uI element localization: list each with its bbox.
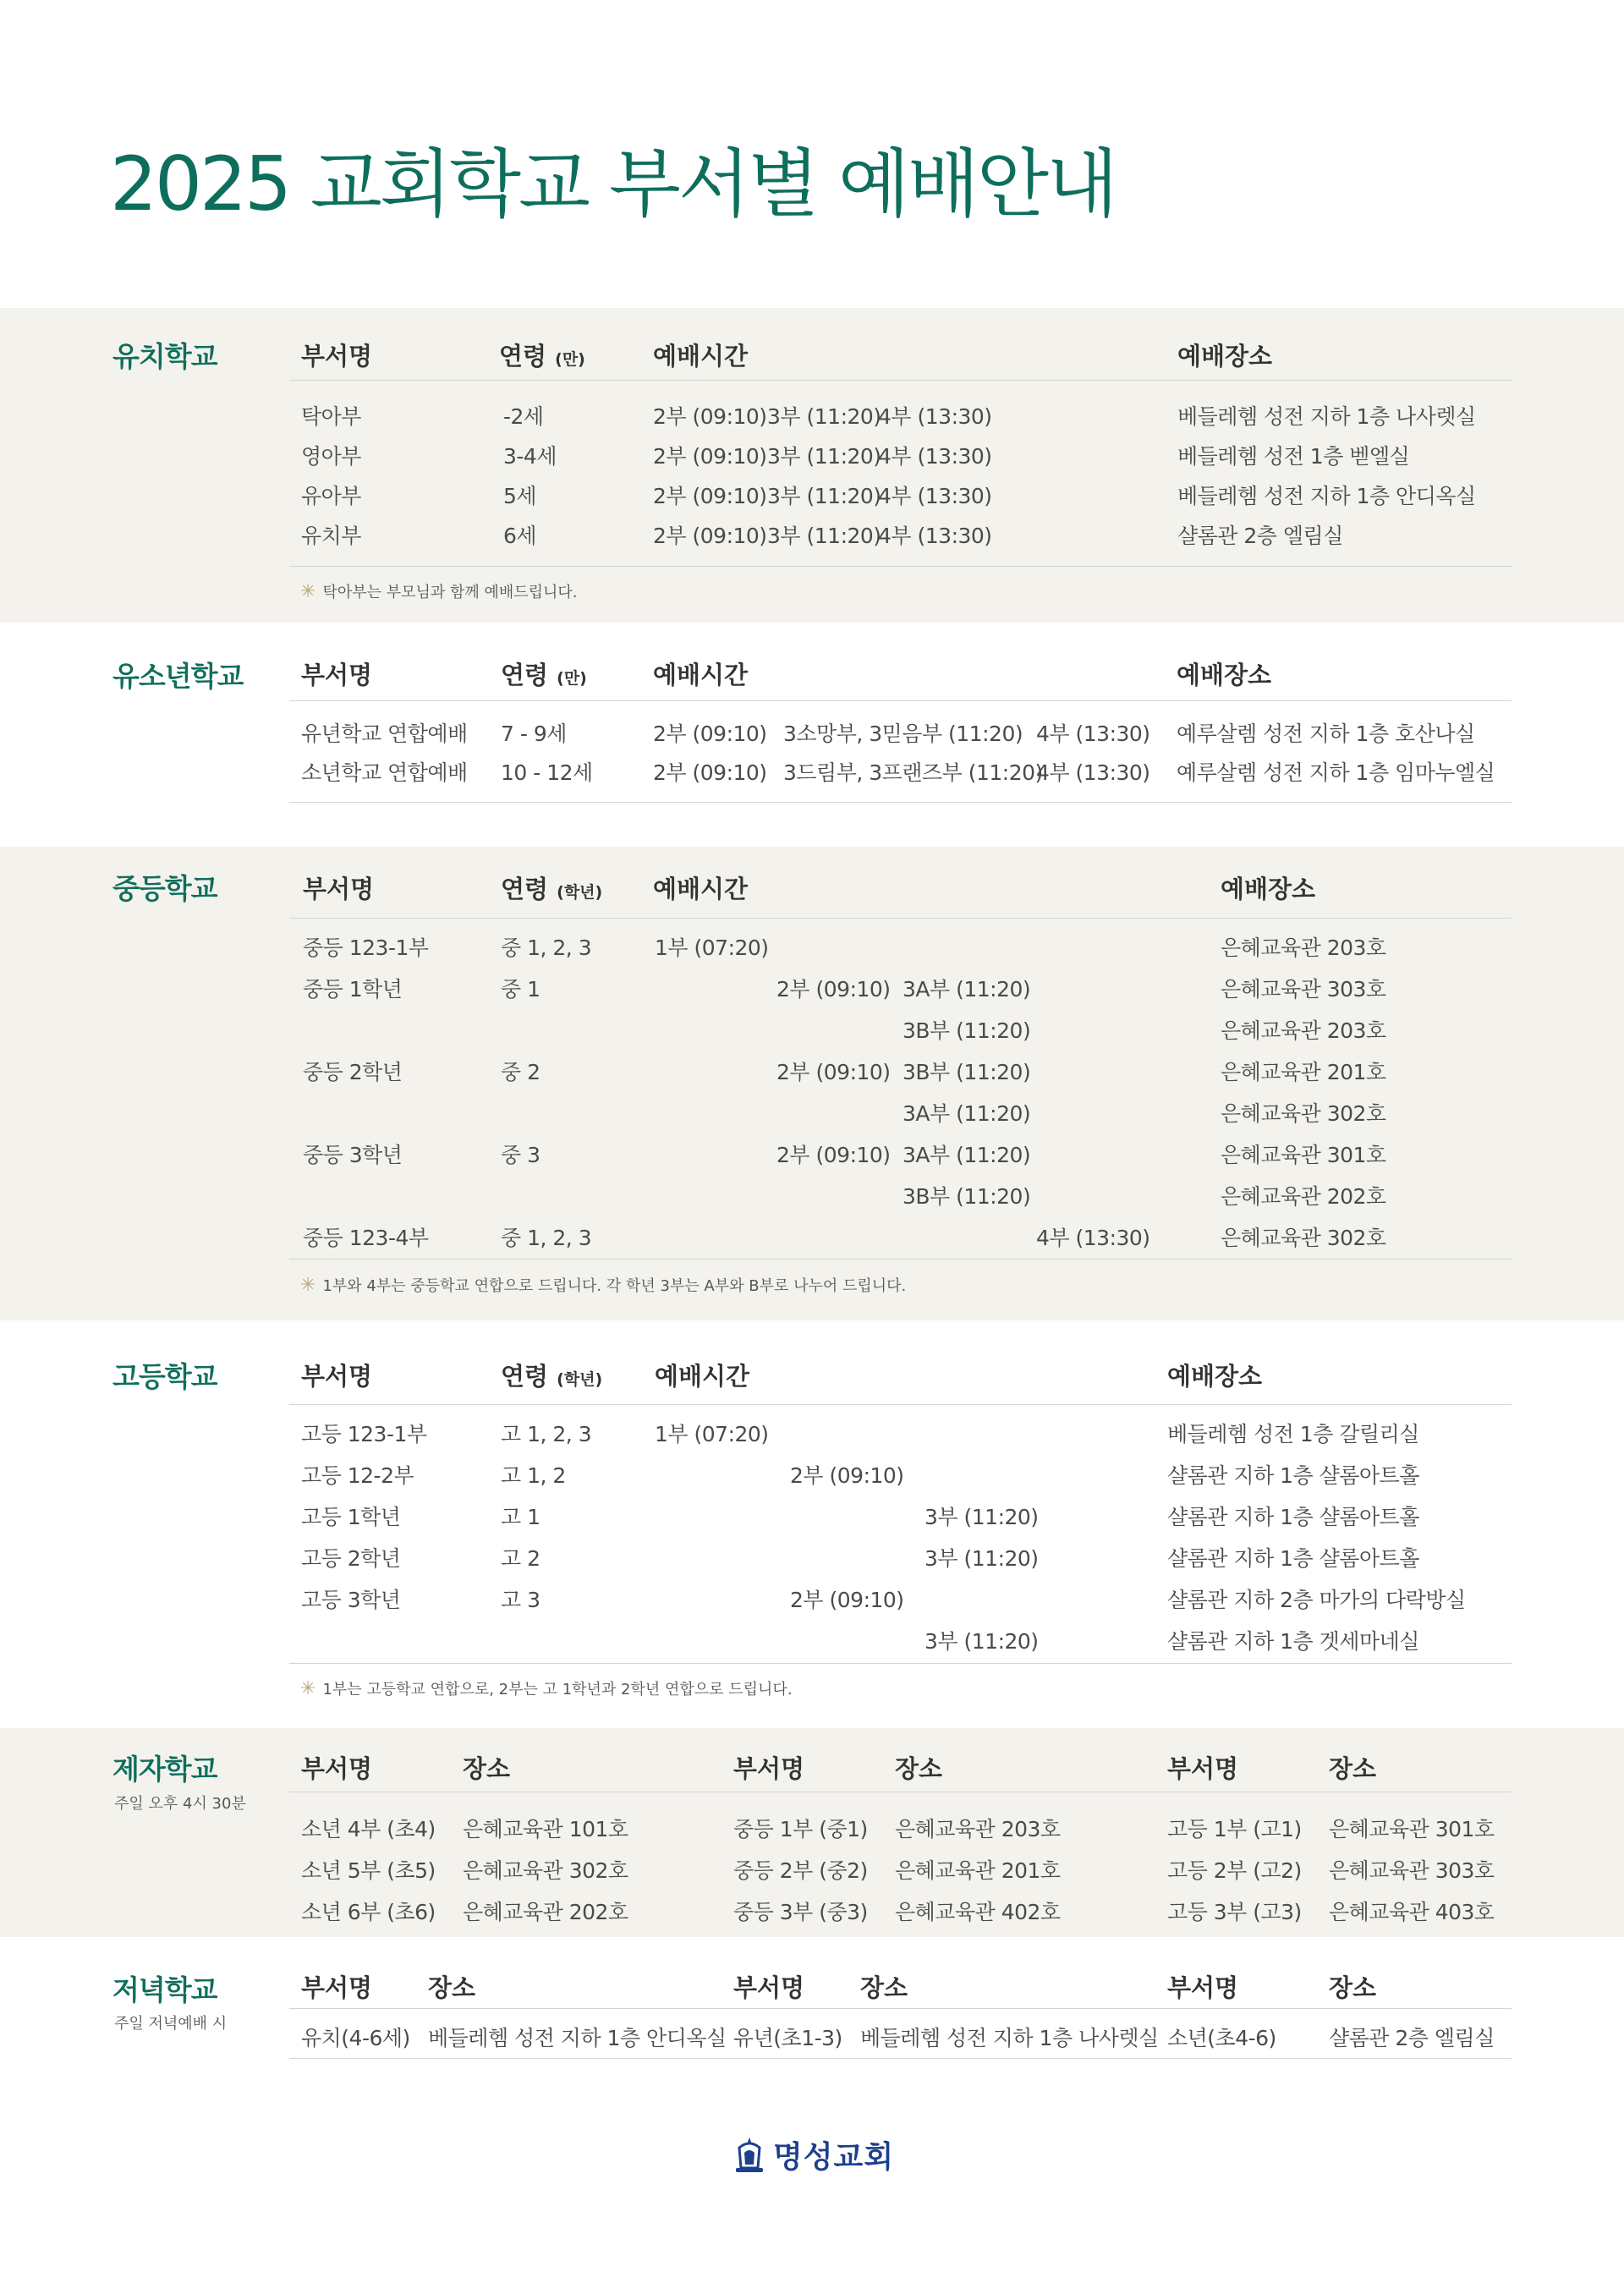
- table-cell: 베들레헴 성전 1층 벧엘실: [1177, 444, 1410, 469]
- section-middle: [0, 847, 1624, 1320]
- table-cell: 은혜교육관 302호: [1221, 1226, 1386, 1250]
- church-emblem-icon: [732, 2136, 766, 2175]
- header-dept: 부서명: [301, 1754, 373, 1783]
- table-cell: 3-4세: [503, 444, 557, 469]
- footnote: ✳ 탁아부는 부모님과 함께 예배드립니다.: [300, 581, 578, 602]
- table-cell: 소년 6부 (초6): [301, 1900, 436, 1924]
- table-cell: 샬롬관 지하 1층 겟세마네실: [1167, 1629, 1419, 1654]
- table-cell: 샬롬관 2층 엘림실: [1177, 524, 1343, 548]
- table-cell: 은혜교육관 303호: [1329, 1858, 1495, 1883]
- section-name: 제자학교: [112, 1753, 217, 1786]
- table-cell: 1부 (07:20): [655, 1422, 769, 1446]
- section-kindergarten: [0, 308, 1624, 623]
- table-cell: 고 2: [501, 1546, 540, 1571]
- table-cell: 고등 3학년: [301, 1588, 401, 1612]
- section-name: 저녁학교: [112, 1973, 217, 2006]
- table-cell: 은혜교육관 201호: [895, 1858, 1061, 1883]
- divider: [289, 380, 1512, 381]
- table-cell: 중 1, 2, 3: [501, 936, 592, 960]
- asterisk-icon: ✳: [300, 1275, 316, 1296]
- divider: [289, 1663, 1512, 1664]
- table-cell: 중등 123-4부: [303, 1226, 429, 1250]
- table-cell: 유아부: [301, 484, 361, 508]
- section-subtitle: 주일 저녁예배 시: [114, 2015, 228, 2033]
- table-cell: 유치부: [301, 524, 361, 548]
- header-time: 예배시간: [655, 1362, 750, 1391]
- footnote: ✳ 1부와 4부는 중등학교 연합으로 드립니다. 각 학년 3부는 A부와 B부로 나누어 드립니다.: [300, 1275, 907, 1296]
- divider: [289, 2058, 1512, 2059]
- table-cell: 3A부 (11:20): [903, 1143, 1031, 1167]
- table-cell: 3A부 (11:20): [903, 1101, 1031, 1126]
- table-cell: 7 - 9세: [501, 722, 567, 746]
- header-dept: 부서명: [1167, 1973, 1239, 2002]
- table-cell: -2세: [503, 404, 544, 429]
- section-evening: [0, 1937, 1624, 2072]
- table-cell: 고등 2부 (고2): [1167, 1858, 1302, 1883]
- table-cell: 2부 (09:10): [653, 484, 767, 508]
- table-cell: 4부 (13:30): [878, 524, 992, 548]
- table-cell: 소년(초4-6): [1167, 2026, 1276, 2050]
- table-cell: 은혜교육관 301호: [1221, 1143, 1386, 1167]
- table-cell: 은혜교육관 302호: [463, 1858, 628, 1883]
- table-cell: 3부 (11:20): [767, 524, 881, 548]
- header-place: 장소: [1329, 1973, 1377, 2002]
- table-cell: 4부 (13:30): [878, 444, 992, 469]
- table-cell: 베들레헴 성전 지하 1층 나사렛실: [1177, 404, 1476, 429]
- table-cell: 베들레헴 성전 지하 1층 안디옥실: [1177, 484, 1476, 508]
- table-cell: 고 1, 2: [501, 1463, 566, 1488]
- table-cell: 3부 (11:20): [924, 1505, 1039, 1529]
- header-dept: 부서명: [1167, 1754, 1239, 1783]
- table-cell: 고 3: [501, 1588, 540, 1612]
- table-cell: 4부 (13:30): [1036, 722, 1150, 746]
- table-cell: 중등 2학년: [303, 1060, 403, 1084]
- table-cell: 3A부 (11:20): [903, 977, 1031, 1002]
- table-cell: 은혜교육관 203호: [1221, 1018, 1386, 1043]
- table-cell: 2부 (09:10): [790, 1588, 904, 1612]
- table-cell: 예루살렘 성전 지하 1층 임마누엘실: [1177, 760, 1495, 785]
- table-cell: 은혜교육관 303호: [1221, 977, 1386, 1002]
- table-cell: 은혜교육관 302호: [1221, 1101, 1386, 1126]
- asterisk-icon: ✳: [300, 1678, 316, 1699]
- table-cell: 샬롬관 지하 1층 샬롬아트홀: [1167, 1505, 1419, 1529]
- header-dept: 부서명: [301, 1973, 373, 2002]
- section-name: 유치학교: [112, 340, 217, 373]
- table-cell: 5세: [503, 484, 537, 508]
- church-name: 명성교회: [773, 2140, 895, 2175]
- table-cell: 중등 1학년: [303, 977, 403, 1002]
- table-cell: 4부 (13:30): [1036, 1226, 1150, 1250]
- table-cell: 은혜교육관 403호: [1329, 1900, 1495, 1924]
- section-name: 중등학교: [112, 872, 217, 905]
- header-time: 예배시간: [653, 661, 749, 689]
- table-cell: 고등 123-1부: [301, 1422, 427, 1446]
- table-cell: 유년학교 연합예배: [301, 722, 468, 746]
- section-name: 유소년학교: [112, 660, 244, 693]
- table-cell: 3소망부, 3믿음부 (11:20): [783, 722, 1023, 746]
- header-time: 예배시간: [653, 342, 749, 370]
- table-cell: 중등 2부 (중2): [733, 1858, 868, 1883]
- table-cell: 3부 (11:20): [767, 444, 881, 469]
- table-cell: 베들레헴 성전 지하 1층 안디옥실: [428, 2026, 727, 2050]
- table-cell: 2부 (09:10): [776, 1143, 891, 1167]
- section-subtitle: 주일 오후 4시 30분: [114, 1795, 246, 1813]
- table-cell: 베들레헴 성전 지하 1층 나사렛실: [860, 2026, 1159, 2050]
- header-dept: 부서명: [301, 342, 373, 370]
- header-dept: 부서명: [301, 1362, 373, 1391]
- table-cell: 중등 123-1부: [303, 936, 429, 960]
- table-cell: 10 - 12세: [501, 760, 593, 785]
- table-cell: 2부 (09:10): [653, 524, 767, 548]
- page-title: 2025 교회학교 부서별 예배안내: [110, 140, 1116, 228]
- table-cell: 2부 (09:10): [653, 760, 767, 785]
- table-cell: 소년 4부 (초4): [301, 1817, 436, 1841]
- table-cell: 중 2: [501, 1060, 540, 1084]
- divider: [289, 2008, 1512, 2009]
- table-cell: 3B부 (11:20): [903, 1018, 1031, 1043]
- header-place: 장소: [895, 1754, 943, 1783]
- table-cell: 중 1: [501, 977, 540, 1002]
- divider: [289, 566, 1512, 567]
- divider: [289, 918, 1512, 919]
- table-cell: 3B부 (11:20): [903, 1060, 1031, 1084]
- table-cell: 3부 (11:20): [924, 1546, 1039, 1571]
- table-cell: 2부 (09:10): [776, 977, 891, 1002]
- table-cell: 은혜교육관 301호: [1329, 1817, 1495, 1841]
- divider: [289, 700, 1512, 701]
- church-logo: [732, 2133, 894, 2176]
- table-cell: 은혜교육관 402호: [895, 1900, 1061, 1924]
- section-high: [0, 1320, 1624, 1728]
- header-place: 장소: [463, 1754, 511, 1783]
- table-cell: 고 1: [501, 1505, 540, 1529]
- table-cell: 소년 5부 (초5): [301, 1858, 436, 1883]
- table-cell: 중 3: [501, 1143, 540, 1167]
- table-cell: 2부 (09:10): [653, 404, 767, 429]
- divider: [289, 1404, 1512, 1405]
- table-cell: 2부 (09:10): [790, 1463, 904, 1488]
- table-cell: 은혜교육관 203호: [895, 1817, 1061, 1841]
- table-cell: 중등 3부 (중3): [733, 1900, 868, 1924]
- table-cell: 유년(초1-3): [733, 2026, 842, 2050]
- divider: [289, 802, 1512, 803]
- table-cell: 샬롬관 지하 2층 마가의 다락방실: [1167, 1588, 1466, 1612]
- table-cell: 4부 (13:30): [1036, 760, 1150, 785]
- table-cell: 샬롬관 지하 1층 샬롬아트홀: [1167, 1463, 1419, 1488]
- table-cell: 샬롬관 지하 1층 샬롬아트홀: [1167, 1546, 1419, 1571]
- header-place: 장소: [1329, 1754, 1377, 1783]
- table-cell: 3부 (11:20): [924, 1629, 1039, 1654]
- table-cell: 소년학교 연합예배: [301, 760, 468, 785]
- table-cell: 고등 2학년: [301, 1546, 401, 1571]
- section-elementary: [0, 623, 1624, 847]
- header-dept: 부서명: [733, 1754, 805, 1783]
- header-place: 예배장소: [1177, 661, 1272, 689]
- header-place: 장소: [428, 1973, 476, 2002]
- table-cell: 6세: [503, 524, 537, 548]
- asterisk-icon: ✳: [300, 581, 316, 602]
- table-cell: 4부 (13:30): [878, 484, 992, 508]
- header-place: 예배장소: [1167, 1362, 1263, 1391]
- table-cell: 2부 (09:10): [653, 444, 767, 469]
- table-cell: 고등 3부 (고3): [1167, 1900, 1302, 1924]
- header-dept: 부서명: [301, 661, 373, 689]
- table-cell: 3드림부, 3프랜즈부 (11:20): [783, 760, 1043, 785]
- table-cell: 고등 12-2부: [301, 1463, 414, 1488]
- header-time: 예배시간: [653, 875, 749, 903]
- table-cell: 은혜교육관 203호: [1221, 936, 1386, 960]
- table-cell: 3부 (11:20): [767, 484, 881, 508]
- section-disciple: [0, 1728, 1624, 1937]
- table-cell: 1부 (07:20): [655, 936, 769, 960]
- table-cell: 고등 1학년: [301, 1505, 401, 1529]
- table-cell: 영아부: [301, 444, 361, 469]
- table-cell: 은혜교육관 101호: [463, 1817, 628, 1841]
- table-cell: 예루살렘 성전 지하 1층 호산나실: [1177, 722, 1475, 746]
- table-cell: 2부 (09:10): [776, 1060, 891, 1084]
- table-cell: 샬롬관 2층 엘림실: [1329, 2026, 1495, 2050]
- table-cell: 4부 (13:30): [878, 404, 992, 429]
- table-cell: 중 1, 2, 3: [501, 1226, 592, 1250]
- table-cell: 은혜교육관 202호: [463, 1900, 628, 1924]
- table-cell: 탁아부: [301, 404, 361, 429]
- header-age: 연령 (만): [499, 342, 585, 370]
- section-name: 고등학교: [112, 1360, 217, 1393]
- header-age: 연령 (학년): [501, 875, 603, 903]
- header-age: 연령 (만): [501, 661, 587, 689]
- table-cell: 은혜교육관 202호: [1221, 1184, 1386, 1209]
- table-cell: 고등 1부 (고1): [1167, 1817, 1302, 1841]
- table-cell: 3부 (11:20): [767, 404, 881, 429]
- table-cell: 중등 1부 (중1): [733, 1817, 868, 1841]
- header-age: 연령 (학년): [501, 1362, 603, 1391]
- table-cell: 중등 3학년: [303, 1143, 403, 1167]
- header-place: 예배장소: [1221, 875, 1316, 903]
- table-cell: 은혜교육관 201호: [1221, 1060, 1386, 1084]
- header-place: 장소: [860, 1973, 908, 2002]
- header-dept: 부서명: [303, 875, 375, 903]
- table-cell: 유치(4-6세): [301, 2026, 410, 2050]
- table-cell: 베들레헴 성전 1층 갈릴리실: [1167, 1422, 1419, 1446]
- header-place: 예배장소: [1177, 342, 1273, 370]
- footnote: ✳ 1부는 고등학교 연합으로, 2부는 고 1학년과 2학년 연합으로 드립니다.: [300, 1678, 793, 1699]
- header-dept: 부서명: [733, 1973, 805, 2002]
- table-cell: 고 1, 2, 3: [501, 1422, 592, 1446]
- table-cell: 2부 (09:10): [653, 722, 767, 746]
- table-cell: 3B부 (11:20): [903, 1184, 1031, 1209]
